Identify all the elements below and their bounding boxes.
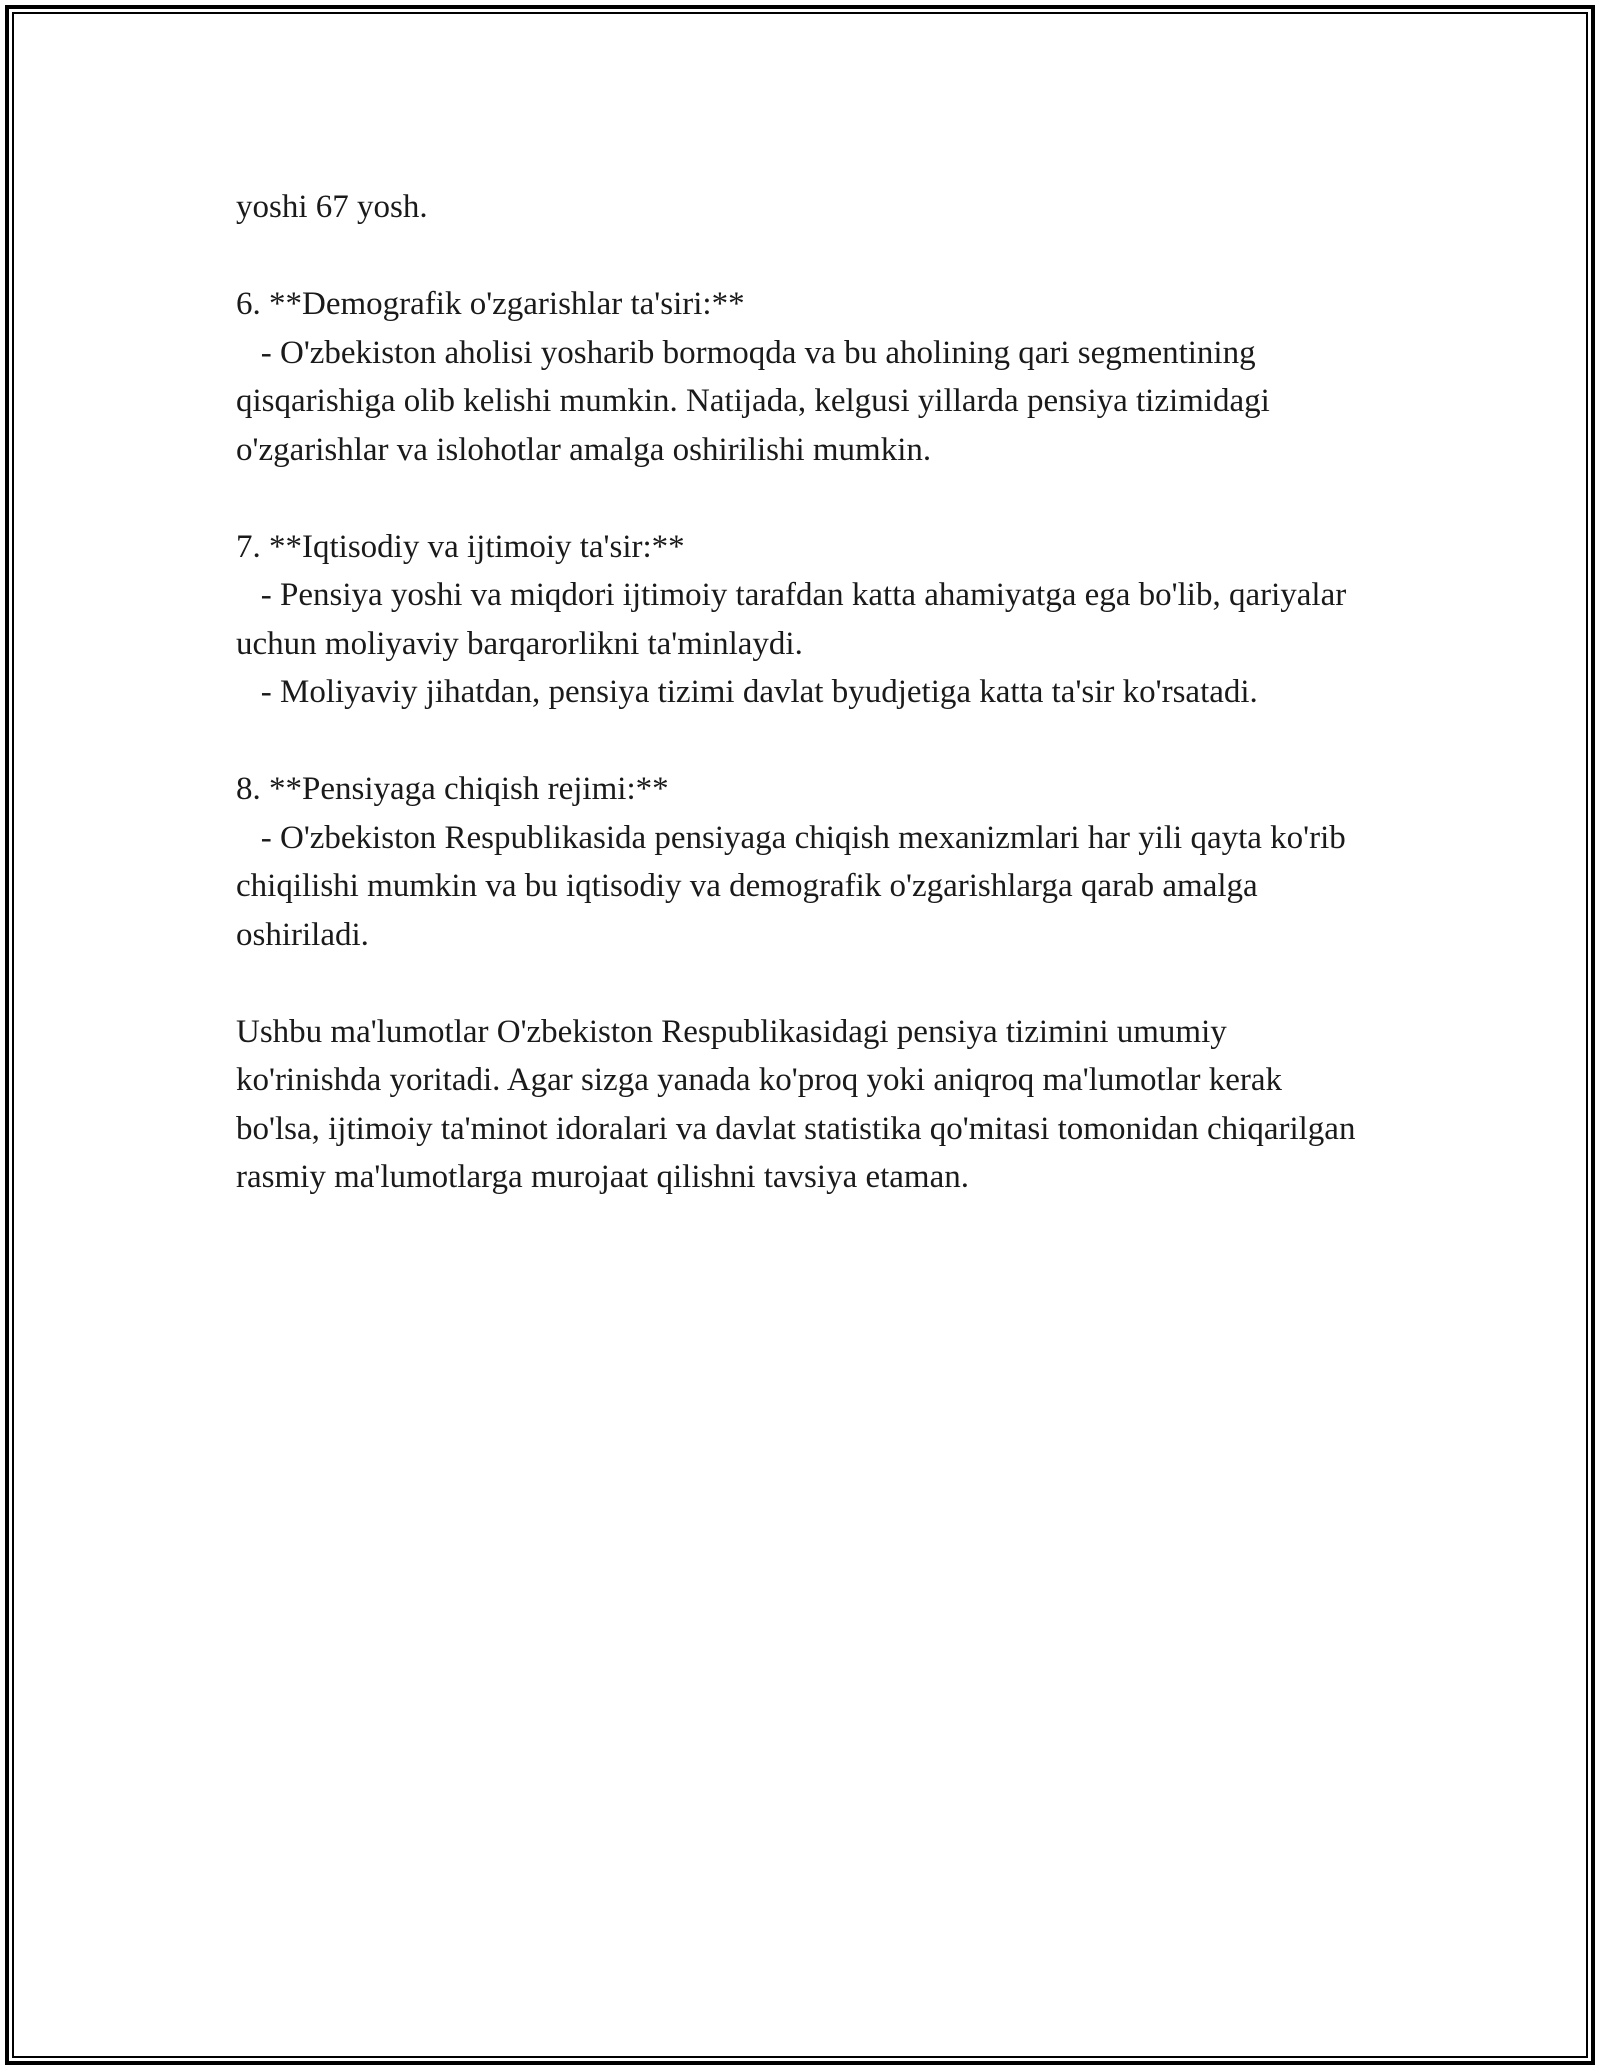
section-7-bullet-2: - Moliyaviy jihatdan, pensiya tizimi davlat byudjetiga katta ta'sir ko'rsatadi. — [236, 674, 1258, 710]
document-body — [236, 183, 1366, 1202]
closing-paragraph: Ushbu ma'lumotlar O'zbekiston Respublikasidagi pensiya tizimini umumiy ko'rinishda yoritadi. Agar sizga yanada ko'proq yoki aniqroq ma'lumotlar kerak bo'lsa, ijtimoiy ta'minot idoralari va davlat statistika qo'mitasi tomonidan chiqarilgan rasmiy ma'lumotlarga murojaat qilishni tavsiya etaman. — [236, 1013, 1364, 1195]
paragraph-gap — [236, 959, 1366, 1008]
paragraph-gap — [236, 474, 1366, 523]
section-heading-8: 8. **Pensiyaga chiqish rejimi:** — [236, 771, 669, 807]
opening-line: yoshi 67 yosh. — [236, 189, 428, 225]
section-6-bullet-1: - O'zbekiston aholisi yosharib bormoqda va bu aholining qari segmentining qisqarishiga olib kelishi mumkin. Natijada, kelgusi yillarda pensiya tizimidagi o'zgarishlar va islohotlar amalga oshirilishi mumkin. — [236, 334, 1279, 468]
paragraph-gap — [236, 717, 1366, 766]
section-heading-7: 7. **Iqtisodiy va ijtimoiy ta'sir:** — [236, 528, 685, 565]
section-heading-6: 6. **Demografik o'zgarishlar ta'siri:** — [236, 286, 745, 322]
paragraph-gap — [236, 232, 1366, 281]
section-7-bullet-1: - Pensiya yoshi va miqdori ijtimoiy tarafdan katta ahamiyatga ega bo'lib, qariyalar uchun moliyaviy barqarorlikni ta'minlaydi. — [236, 577, 1355, 662]
section-8-bullet-1: - O'zbekiston Respublikasida pensiyaga chiqish mexanizmlari har yili qayta ko'rib chiqilishi mumkin va bu iqtisodiy va demografik o'zgarishlarga qarab amalga oshiriladi. — [236, 819, 1355, 953]
